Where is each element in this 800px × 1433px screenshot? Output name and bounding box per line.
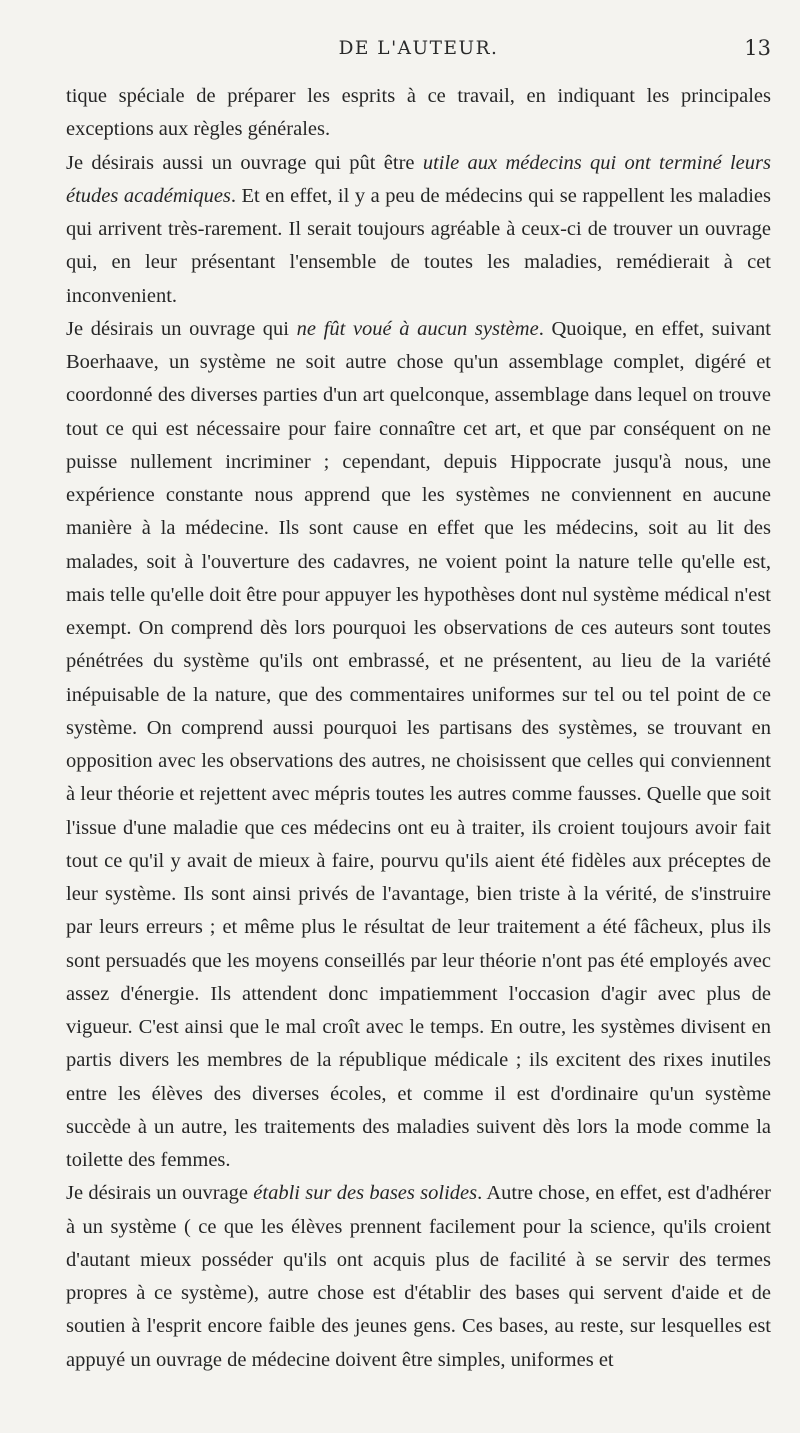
paragraph-4-text-a: Je désirais un ouvrage (66, 1182, 254, 1205)
running-head: DE L'AUTEUR. (338, 38, 499, 59)
paragraph-3 (66, 313, 771, 1178)
body-text (66, 80, 771, 1377)
paragraph-4-italic: établi sur des bases solides (253, 1182, 478, 1205)
paragraph-1-text: tique spéciale de préparer les esprits à ce travail, en indiquant les principales exceptions aux règles générales. (66, 85, 771, 141)
paragraph-3-text-b: . Quoique, en effet, suivant Boerhaave, un système ne soit autre chose qu'un assemblage complet, digéré et coordonné des diverses parties d'un art quelconque, assemblage dans lequel on trouve tout ce qui est nécessaire pour faire connaître cet art, et que par conséquent on ne puisse nullement incriminer ; cependant, depuis Hippocrate jusqu'à nous, une expérience constante nous apprend que les systèmes ne conviennent en aucune manière à la médecine. Ils sont cause en effet que les médecins, soit au lit des malades, soit à l'ouverture des cadavres, ne voient point la nature telle qu'elle est, mais telle qu'elle doit être pour appuyer les hypothèses dont nul système médical n'est exempt. On comprend dès lors pourquoi les observations de ces auteurs sont toutes pénétrées du système qu'ils ont embrassé, et ne présentent, au lieu de la variété inépuisable de la nature, que des commentaires uniformes sur tel ou tel point de ce système. On comprend aussi pourquoi les partisans des systèmes, se trouvant en opposition avec les observations des autres, ne choisissent que celles qui conviennent à leur théorie et rejettent avec mépris toutes les autres comme fausses. Quelle que soit l'issue d'une maladie que ces médecins ont eu à traiter, ils croient toujours avoir fait tout ce qu'il y avait de mieux à faire, pourvu qu'ils aient été fidèles aux préceptes de leur système. Ils sont ainsi privés de l'avantage, bien triste à la vérité, de s'instruire par leurs erreurs ; et même plus le résultat de leur traitement a été fâcheux, plus ils sont persuadés que les moyens conseillés par leur théorie n'ont pas été employés avec assez d'énergie. Ils attendent donc impatiemment l'occasion d'agir avec plus de vigueur. C'est ainsi que le mal croît avec le temps. En outre, les systèmes divisent en partis divers les membres de la république médicale ; ils excitent des rixes inutiles entre les élèves des diverses écoles, et comme il est d'ordinaire qu'un système succède à un autre, les traitements des maladies suivent dès lors la mode comme la toilette des femmes. (66, 317, 771, 1171)
paragraph-3-text-a: Je désirais un ouvrage qui (66, 317, 297, 340)
paragraph-2-text-b: . Et en effet, il y a peu de médecins qui se rappellent les maladies qui arrivent très-rarement. Il serait toujours agréable à ceux-ci de trouver un ouvrage qui, en leur présentant l'ensemble de toutes les maladies, remédierait à cet inconvenient. (66, 184, 771, 307)
paragraph-4-text-b: . Autre chose, en effet, est d'adhérer à un système ( ce que les élèves prennent facilement pour la science, qu'ils croient d'autant mieux posséder qu'ils ont acquis plus de facilité à se servir des termes propres à ce système), autre chose est d'établir des bases qui servent d'aide et de soutien à l'esprit encore faible des jeunes gens. Ces bases, au reste, sur lesquelles est appuyé un ouvrage de médecine doivent être simples, uniformes et (66, 1182, 771, 1371)
paragraph-4 (66, 1177, 771, 1377)
page-number: 13 (744, 36, 771, 60)
paragraph-2 (66, 147, 771, 313)
paragraph-1 (66, 80, 771, 147)
page-header (66, 38, 771, 66)
paragraph-2-text-a: Je désirais aussi un ouvrage qui pût être (66, 151, 423, 174)
paragraph-2-italic: utile aux médecins qui ont terminé leurs études académiques (66, 151, 771, 207)
paragraph-3-italic: ne fût voué à aucun système (296, 317, 539, 340)
